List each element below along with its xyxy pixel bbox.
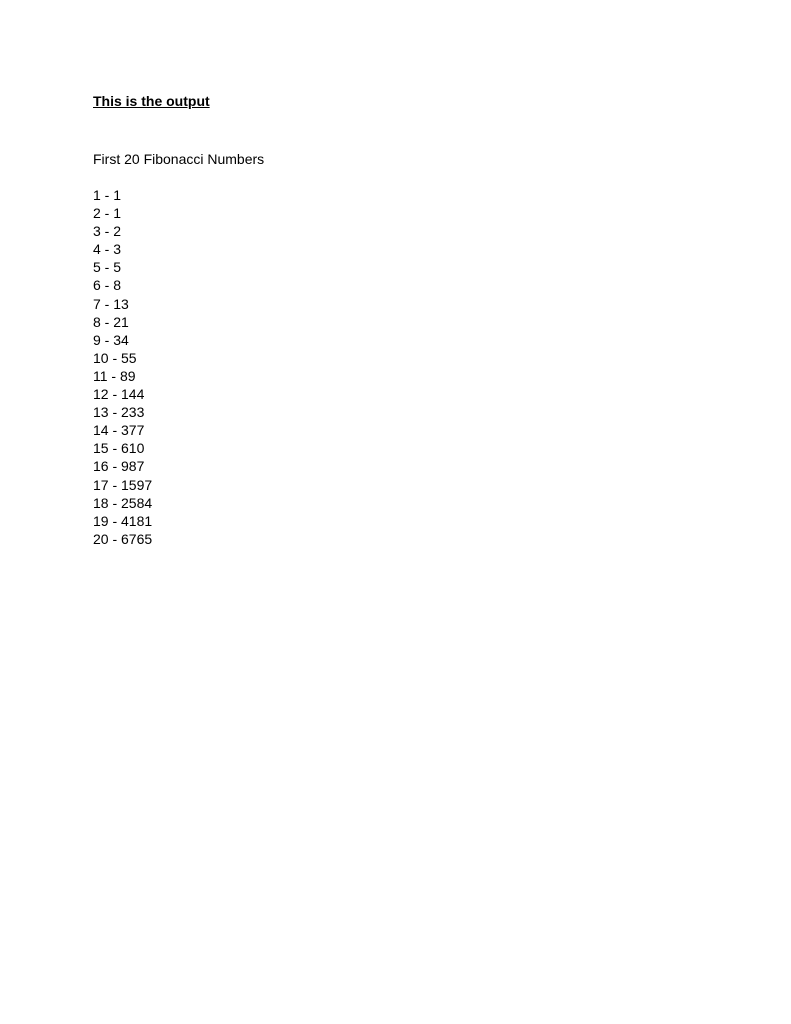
output-heading: This is the output — [93, 93, 210, 109]
fibonacci-line: 17 - 1597 — [93, 476, 153, 493]
fibonacci-line: 19 - 4181 — [93, 512, 153, 529]
document-page — [93, 0, 791, 1024]
fibonacci-line: 7 - 13 — [93, 295, 129, 312]
fibonacci-line: 12 - 144 — [93, 386, 145, 403]
fibonacci-line: 4 - 3 — [93, 241, 122, 258]
fibonacci-line: 11 - 89 — [93, 367, 136, 384]
fibonacci-list — [93, 186, 152, 548]
fibonacci-line: 20 - 6765 — [93, 530, 153, 547]
fibonacci-line: 13 - 233 — [93, 404, 145, 421]
fibonacci-line: 10 - 55 — [93, 349, 137, 366]
fibonacci-line: 9 - 34 — [93, 331, 129, 348]
fibonacci-line: 18 - 2584 — [93, 494, 153, 511]
fibonacci-subtitle: First 20 Fibonacci Numbers — [93, 151, 265, 167]
fibonacci-line: 1 - 1 — [93, 187, 122, 203]
fibonacci-line: 6 - 8 — [93, 277, 122, 294]
fibonacci-line: 2 - 1 — [93, 205, 122, 222]
fibonacci-line: 15 - 610 — [93, 440, 145, 457]
fibonacci-line: 3 - 2 — [93, 223, 122, 240]
fibonacci-line: 8 - 21 — [93, 313, 129, 330]
fibonacci-line: 14 - 377 — [93, 422, 145, 439]
fibonacci-line: 5 - 5 — [93, 259, 122, 276]
fibonacci-line: 16 - 987 — [93, 458, 145, 475]
